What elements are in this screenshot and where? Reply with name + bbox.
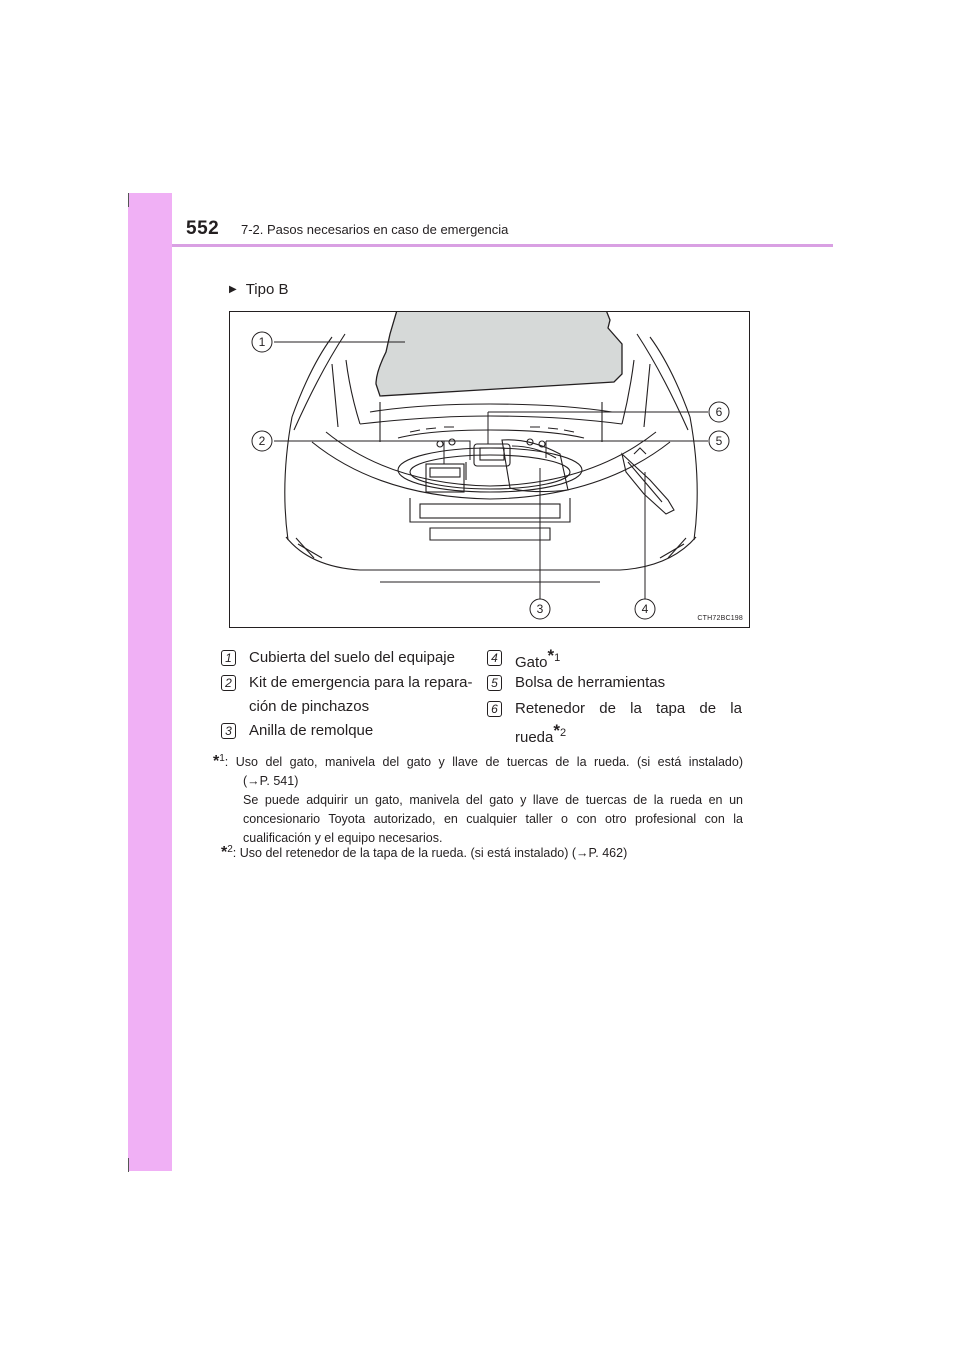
legend-number: 1 (221, 650, 236, 666)
legend-label-line2: rueda (515, 729, 554, 746)
footnote-line1: : Uso del retenedor de la tapa de la rueda. (si está instalado) (→P. 462) (232, 846, 628, 860)
callout-3: 3 (536, 602, 544, 616)
section-title: 7-2. Pasos necesarios en caso de emergencia (241, 222, 509, 237)
callout-6: 6 (715, 405, 723, 419)
asterisk-icon: * (553, 721, 560, 740)
legend-item-1 (221, 646, 476, 670)
legend-item-3 (221, 719, 476, 743)
crop-mark (128, 1158, 129, 1172)
footnote-line2: (→P. 541) (243, 774, 299, 788)
legend-note-ref: 1 (554, 652, 561, 664)
legend-label: Anilla de remolque (249, 722, 374, 739)
page-side-tab (128, 193, 172, 1171)
asterisk-icon: * (221, 844, 228, 861)
callout-4: 4 (641, 602, 649, 616)
legend-label: Cubierta del suelo del equipaje (249, 649, 455, 666)
callout-2: 2 (258, 434, 266, 448)
header-rule (172, 244, 833, 247)
legend-item-6 (487, 697, 742, 750)
trunk-illustration (229, 311, 750, 628)
footnote-line5: cualificación y el equipo necesarios. (243, 831, 443, 845)
luggage-cover-shape (376, 312, 622, 396)
legend-number: 5 (487, 675, 502, 691)
crop-mark (128, 193, 129, 207)
legend-label-line1: Retenedor de la tapa de la (515, 700, 742, 717)
callout-1: 1 (258, 335, 266, 349)
footnote-line4: concesionario Toyota autorizado, en cualquier taller o con otro profesional con la (243, 812, 743, 826)
page-number: 552 (186, 218, 220, 239)
legend-label: Gato (515, 654, 548, 671)
asterisk-icon: * (547, 646, 555, 665)
legend-number: 3 (221, 723, 236, 739)
callout-5: 5 (715, 434, 723, 448)
legend-label-line2: ción de pinchazos (249, 698, 370, 715)
footnote-line1: : Uso del gato, manivela del gato y llave de tuercas de la rueda. (si está instalado) (224, 755, 743, 769)
legend-item-2 (221, 671, 476, 719)
asterisk-icon: * (213, 753, 220, 770)
figure-code: CTH72BC198 (697, 615, 743, 622)
legend-number: 2 (221, 675, 236, 691)
footnote-ref: 1 (219, 752, 225, 764)
footnote-ref: 2 (227, 843, 233, 855)
footnote-1 (213, 752, 743, 848)
legend-number: 4 (487, 650, 502, 666)
legend-item-5 (487, 671, 742, 695)
legend-number: 6 (487, 701, 502, 717)
footnote-line3: Se puede adquirir un gato, manivela del gato y llave de tuercas de la rueda en un (243, 793, 743, 807)
subheading-text: Tipo B (245, 281, 289, 298)
triangle-bullet-icon: ▶ (229, 284, 237, 295)
subheading (229, 281, 289, 298)
legend-label: Bolsa de herramientas (515, 674, 666, 691)
legend-label-line1: Kit de emergencia para la repara- (249, 674, 473, 691)
legend-note-ref: 2 (560, 727, 567, 739)
footnote-2 (221, 843, 743, 863)
trunk-drawing (230, 312, 750, 628)
